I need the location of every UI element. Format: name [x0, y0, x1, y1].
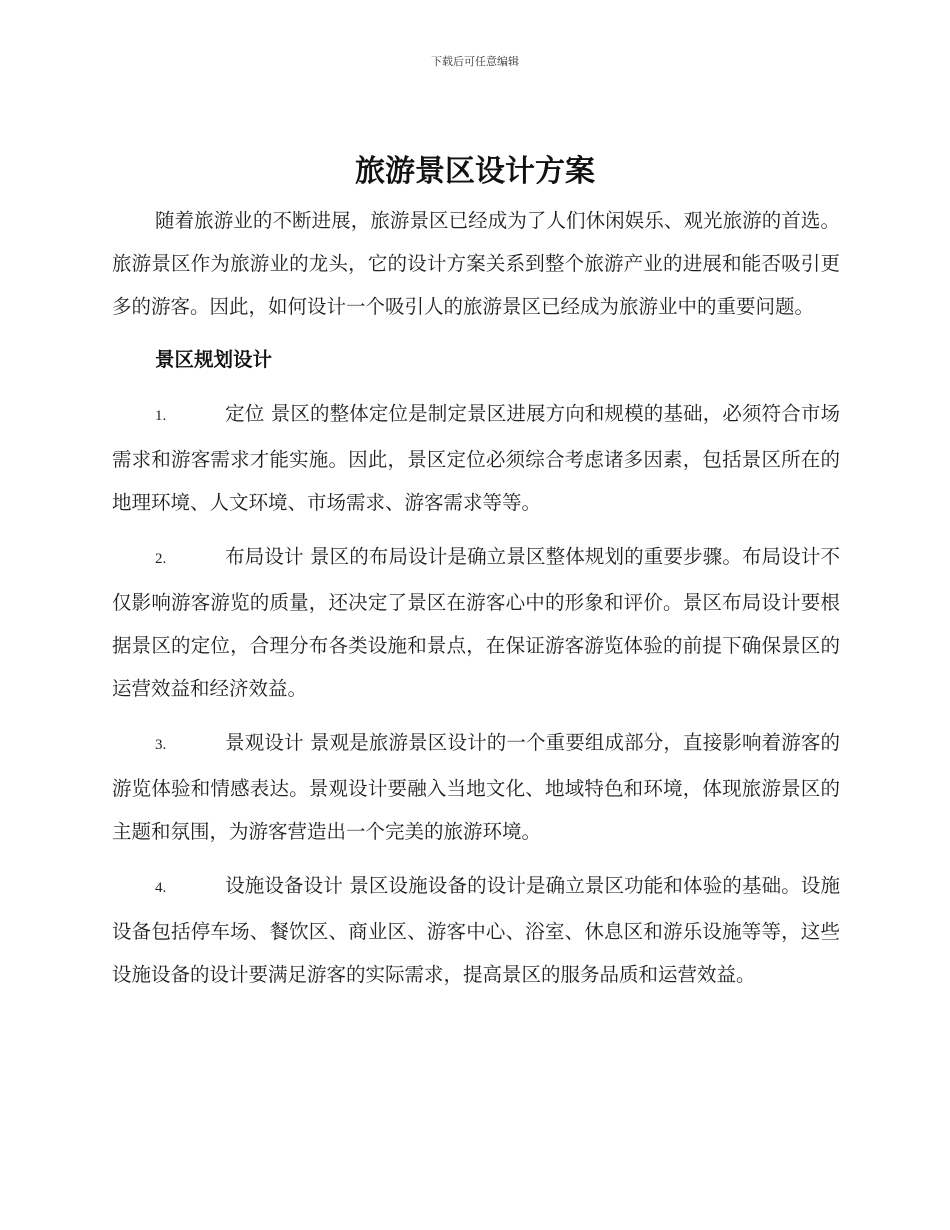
list-item	[112, 535, 840, 710]
list-item-text: 景观设计 景观是旅游景区设计的一个重要组成部分，直接影响着游客的游览体验和情感表达。景观设计要融入当地文化、地域特色和环境，体现旅游景区的主题和氛围，为游客营造出一个完美的旅游环境。	[112, 731, 840, 843]
list-item-text: 设施设备设计 景区设施设备的设计是确立景区功能和体验的基础。设施设备包括停车场、餐饮区、商业区、游客中心、浴室、休息区和游乐设施等等，这些设施设备的设计要满足游客的实际需求，提高景区的服务品质和运营效益。	[112, 874, 840, 986]
intro-paragraph: 随着旅游业的不断进展，旅游景区已经成为了人们休闲娱乐、观光旅游的首选。旅游景区作为旅游业的龙头，它的设计方案关系到整个旅游产业的进展和能否吸引更多的游客。因此，如何设计一个吸引人的旅游景区已经成为旅游业中的重要问题。	[112, 209, 840, 318]
document-title: 旅游景区设计方案	[355, 154, 595, 189]
list-item	[112, 721, 840, 853]
page-header: 下载后可任意编辑	[431, 55, 519, 68]
section-heading: 景区规划设计	[155, 348, 273, 371]
list-item-text: 布局设计 景区的布局设计是确立景区整体规划的重要步骤。布局设计不仅影响游客游览的质量，还决定了景区在游客心中的形象和评价。景区布局设计要根据景区的定位，合理分布各类设施和景点，在保证游客游览体验的前提下确保景区的运营效益和经济效益。	[112, 545, 840, 700]
list-item	[112, 864, 840, 996]
document-body	[112, 199, 840, 1007]
list-item-number: 4.	[155, 880, 167, 896]
list-item-number: 1.	[155, 408, 167, 424]
list-item-number: 3.	[155, 737, 167, 753]
list-item-number: 2.	[155, 551, 167, 567]
list-item	[112, 392, 840, 524]
list-item-text: 定位 景区的整体定位是制定景区进展方向和规模的基础，必须符合市场需求和游客需求才能实施。因此，景区定位必须综合考虑诸多因素，包括景区所在的地理环境、人文环境、市场需求、游客需求等等。	[112, 402, 840, 514]
